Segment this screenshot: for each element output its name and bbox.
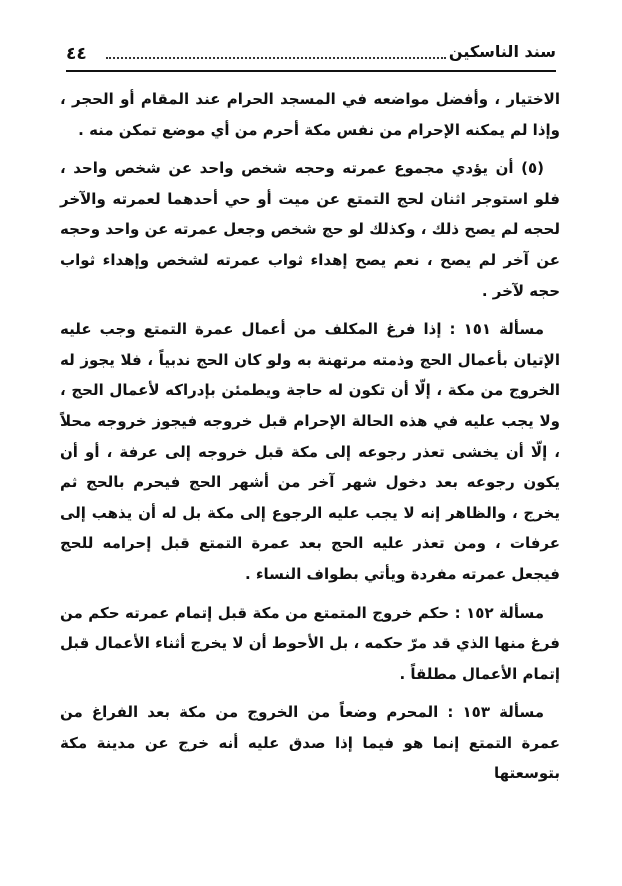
paragraph: مسألة ١٥٣ : المحرم وضعاً من الخروج من مكة بعد الفراغ من عمرة التمتع إنما هو فيما إذا صدق عليه أنه خرج عن مدينة مكة بتوسعتها: [60, 703, 560, 783]
paragraph: (٥) أن يؤدي مجموع عمرته وحجه شخص واحد عن شخص واحد ، فلو استوجر اثنان لحج التمتع عن ميت أو حي أحدهما لعمرته والآخر لحجه لم يصح ذلك ، وكذلك لو حج شخص وجعل عمرته عن واحد وحجه عن آخر لم يصح ، نعم يصح إهداء ثواب عمرته لشخص وإهداء ثواب حجه لآخر .: [60, 159, 560, 300]
paragraph: مسألة ١٥١ : إذا فرغ المكلف من أعمال عمرة التمتع وجب عليه الإتيان بأعمال الحج وذمته مرتهنة به ولو كان الحج ندبياً ، فلا يجوز له الخروج من مكة ، إلّا أن تكون له حاجة ويطمئن بإدراكه لأعمال الحج ، ولا يجب عليه في هذه الحالة الإحرام قبل خروجه فيجوز خروجه محلاً ، إلّا أن يخشى تعذر رجوعه إلى مكة قبل خروجه إلى عرفة ، أو أن يكون رجوعه بعد دخول شهر آخر من أشهر الحج فيحرم بالحج ثم يخرج ، والظاهر إنه لا يجب عليه الرجوع إلى مكة بل له أن يذهب إلى عرفات ، ومن تعذر عليه الحج بعد عمرة التمتع قبل إحرامه للحج فيجعل عمرته مفردة ويأتي بطواف النساء .: [60, 320, 560, 583]
running-title: سند الناسكين: [448, 42, 556, 61]
page-body: [60, 84, 560, 797]
page-header: [66, 40, 556, 72]
paragraph: مسألة ١٥٢ : حكم خروج المتمتع من مكة قبل إتمام عمرته حكم من فرغ منها الذي قد مرّ حكمه ، بل الأحوط أن لا يخرج أثناء الأعمال قبل إتمام الأعمال مطلقاً .: [60, 603, 560, 683]
page-number: ٤٤: [66, 44, 87, 64]
header-dotted-leader: [106, 57, 446, 59]
paragraph: الاختيار ، وأفضل مواضعه في المسجد الحرام عند المقام أو الحجر ، وإذا لم يمكنه الإحرام من نفس مكة أحرم من أي موضع تمكن منه .: [60, 90, 560, 139]
